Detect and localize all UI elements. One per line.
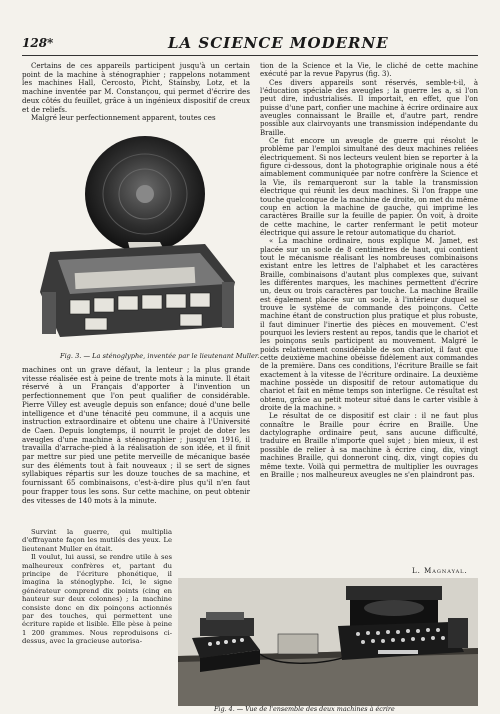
left-column-middle — [22, 366, 250, 505]
paragraph: machines ont un grave défaut, la lenteur ; la plus grande vitesse réalisée est à peine de trente mots à la minute. Il était réservé à un Français d'apporter à l'invention un perfectionnement que l'on peut qualifier de considérable. Pierre Villey est aveugle depuis son enfance; doué d'une belle intelligence et d'une ténacité peu commune, il a acquis une instruction extraordinaire et obtenu une chaire à l'Université de Caen. Depuis longtemps, il nourrit le projet de doter les aveugles d'une machine à sténographier ; jusqu'en 1916, il travailla d'arrache-pied à la réalisation de son idée, et il finit par mettre sur pied une petite merveille de mécanique basée sur des éléments tout à fait nouveaux ; il se sert de signes syllabiques répartis sur les douze touches de sa machine, et fournissant 65 combinaisons, c'est-à-dire plus qu'il n'en faut pour frapper tous les sons. Sur cette machine, on peut obtenir des vitesses de 140 mots à la minute. — [22, 365, 250, 505]
paragraph: Ce fut encore un aveugle de guerre qui résolut le problème par l'emploi simultané des deux machines reliées électriquement. Si nos lecteurs veulent bien se reporter à la figure ci-dessous, dont la photographie originale nous a été aimablement communiquée par notre confrère la Science et la Vie, ils remarqueront sur la table la transmission électrique qui réunit les deux machines. Si l'on frappe une touche quelconque de la machine de droite, on met du même coup en action la machine de gauche, qui imprime les caractères Braille sur la feuille de papier. On voit, à droite de cette machine, le carter renfermant le petit moteur électrique qui assure le retour automatique du chariot. — [260, 137, 478, 237]
author-signature: L. Magnayal. — [412, 567, 468, 575]
paragraph: Survint la guerre, qui multiplia d'effrayante façon les mutilés des yeux. Le lieutenant Muller en était. — [22, 528, 172, 553]
paragraph: Le résultat de ce dispositif est clair : il ne faut plus connaître le Braille pour écrire en Braille. Une dactylographe ordinaire peut, sans aucune difficulté, traduire en Braille n'importe quel sujet ; bien mieux, il est possible de relier à sa machine à écrire cinq, dix, vingt machines Braille, qui donneront cinq, dix, vingt copies du même texte. Voilà qui permettra de multiplier les ouvrages en Braille ; nos malheureux aveugles ne s'en plaindront pas. — [260, 412, 478, 479]
page-number: 128* — [22, 36, 54, 50]
paragraph: Ces divers appareils sont réservés, semble-t-il, à l'éducation spéciale des aveugles ; la guerre les a, si l'on peut dire, industrialisés. Il importait, en effet, que l'on puisse d'une part, confier une machine à écrire ordinaire aux aveugles connaissant le Braille et, d'autre part, rendre possible aux clairvoyants une transmission indépendante du Braille. — [260, 78, 478, 137]
paragraph: Malgré leur perfectionnement apparent, toutes ces — [31, 113, 216, 123]
left-column-top — [22, 62, 250, 123]
figure-3-stenoglyph-photo — [30, 132, 248, 350]
page-title: LA SCIENCE MODERNE — [168, 34, 389, 52]
paragraph: Il voulut, lui aussi, se rendre utile à ses malheureux confrères et, partant du principe de l'écriture phonétique, il imagina la sténoglyphe. Ici, le signe générateur comprend dix points (cinq en hauteur sur deux colonnes) ; la machine consiste donc en dix poinçons actionnés par des touches, qui permettent une écriture rapide et lisible. Elle pèse à peine 1 200 grammes. Nous reproduisons ci-dessus, avec la gracieuse autorisa- — [22, 553, 172, 646]
paragraph: « La machine ordinaire, nous explique M. Jamet, est placée sur un socle de 8 centimètres de haut, qui contient tout le mécanisme réalisant les nombreuses combinaisons existant entre les lettres de l'alphabet et les caractères Braille, combinaisons d'autant plus complexes que, suivant les différentes marques, les machines permettent d'écrire un, deux ou trois caractères par touche. La machine Braille est également placée sur un socle, à l'intérieur duquel se trouve le système de commande des poinçons. Cette machine étant de construction plus pratique et plus robuste, il faut diminuer l'inertie des pièces en mouvement. C'est pourquoi les leviers restent au repos, tandis que le chariot et les poinçons seuls participent au mouvement. Malgré le poids relativement considérable de son chariot, il faut que cette deuxième machine obéisse fidèlement aux commandes de la première. Dans ces conditions, l'écriture Braille se fait exactement à la vitesse de l'écriture ordinaire. La deuxième machine possède un dispositif de retour automatique du chariot et fait en même temps son interligne. Ce résultat est obtenu, grâce au petit moteur situé dans le carter visible à droite de la machine. » — [260, 237, 478, 413]
paragraph: tion de la Science et la Vie, le cliché de cette machine exécuté par la revue Papyrus (fig. 3). — [260, 62, 478, 79]
header-rule — [22, 55, 478, 56]
left-column-bottom — [22, 528, 172, 646]
figure-4-typewriters-photo — [178, 578, 478, 706]
figure-3-caption: Fig. 3. — La sténoglyphe, inventée par le lieutenant Muller. — [60, 352, 260, 360]
right-column — [260, 62, 478, 479]
paragraph: Certains de ces appareils participent jusqu'à un certain point de la machine à sténographier ; rappelons notamment les machines Hall, Cercosto, Picht, Stainsby, Lotz, et la machine inventée par M. Constançou, qui permet d'écrire des deux côtés du feuillet, grâce à un ingénieux dispositif de creux et de reliefs. — [22, 61, 250, 114]
figure-4-caption: Fig. 4. — Vue de l'ensemble des deux machines à écrire — [214, 705, 395, 713]
braille-machine — [192, 612, 260, 672]
